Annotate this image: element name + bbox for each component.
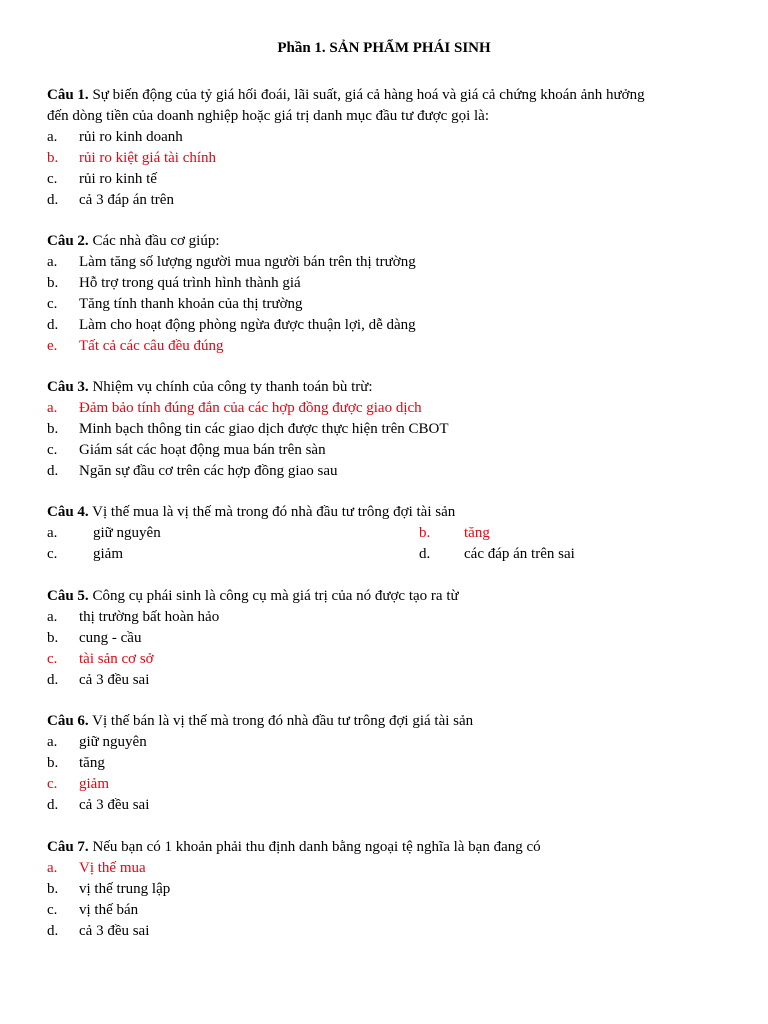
answer-text: Làm cho hoạt động phòng ngừa được thuận lợi, dễ dàng — [79, 317, 416, 333]
answer-letter: c. — [47, 902, 58, 918]
answer-a — [47, 252, 737, 273]
answer-text: cả 3 đáp án trên — [79, 192, 174, 208]
answer-letter: d. — [419, 546, 431, 562]
answer-b-correct — [47, 148, 737, 169]
answer-text: rủi ro kinh tế — [79, 171, 157, 187]
answer-letter: c. — [47, 171, 58, 187]
answer-letter: a. — [47, 254, 58, 270]
answer-letter: a. — [47, 400, 58, 416]
answer-text: giảm — [79, 776, 109, 792]
answer-letter: b. — [47, 755, 59, 771]
answer-text: thị trường bất hoàn hảo — [79, 609, 220, 625]
question-number: Câu 4. — [47, 504, 89, 520]
answer-text: giữ nguyên — [79, 734, 147, 750]
question-text — [47, 502, 737, 523]
question-text-line1: Vị thế bán là vị thế mà trong đó nhà đầu tư trông đợi giá tài sản — [92, 713, 474, 729]
answer-text: Tăng tính thanh khoản của thị trường — [79, 296, 303, 312]
answer-b — [47, 879, 737, 900]
question-number: Câu 2. — [47, 233, 89, 249]
page-title: Phần 1. SẢN PHẨM PHÁI SINH — [277, 40, 491, 56]
answer-letter: c. — [47, 296, 58, 312]
question-5 — [47, 586, 737, 691]
answer-b — [47, 419, 737, 440]
answer-letter: d. — [47, 923, 59, 939]
question-text — [47, 231, 737, 252]
question-2 — [47, 231, 737, 357]
question-text-line1: Sự biến động của tỷ giá hối đoái, lãi suất, giá cả hàng hoá và giá cả chứng khoán ảnh hưởng — [92, 87, 645, 103]
answer-c — [47, 900, 737, 921]
answer-b — [47, 753, 737, 774]
answer-text: tăng — [464, 525, 490, 541]
answer-text: rủi ro kinh doanh — [79, 129, 183, 145]
question-text — [47, 711, 737, 732]
answer-text: Làm tăng số lượng người mua người bán trên thị trường — [79, 254, 416, 270]
answer-d — [47, 544, 737, 565]
answer-text: cung - cầu — [79, 630, 142, 646]
answer-text: Tất cả các câu đều đúng — [79, 338, 224, 354]
answer-b-correct — [47, 523, 737, 544]
question-6 — [47, 711, 737, 816]
answer-d — [47, 461, 737, 482]
answer-letter: d. — [47, 672, 59, 688]
question-number: Câu 1. — [47, 87, 89, 103]
answer-b — [47, 628, 737, 649]
question-text-line1: Vị thế mua là vị thế mà trong đó nhà đầu tư trông đợi tài sản — [92, 504, 456, 520]
answer-letter: a. — [47, 525, 58, 541]
answer-letter: b. — [47, 630, 59, 646]
answer-row-2 — [47, 544, 737, 565]
answer-b — [47, 273, 737, 294]
question-number: Câu 3. — [47, 379, 89, 395]
answer-text: Đảm bảo tính đúng đắn của các hợp đồng được giao dịch — [79, 400, 422, 416]
answer-text: cả 3 đều sai — [79, 672, 150, 688]
answer-letter: b. — [47, 881, 59, 897]
answer-letter: b. — [47, 421, 59, 437]
question-text-line1: Nếu bạn có 1 khoản phải thu định danh bằng ngoại tệ nghĩa là bạn đang có — [92, 839, 541, 855]
answer-a — [47, 127, 737, 148]
answer-text: giữ nguyên — [93, 525, 161, 541]
answer-a — [47, 607, 737, 628]
answer-d — [47, 795, 737, 816]
answer-c — [47, 294, 737, 315]
answer-text: giảm — [93, 546, 123, 562]
answer-d — [47, 190, 737, 211]
question-text-line2: đến dòng tiền của doanh nghiệp hoặc giá trị danh mục đầu tư được gọi là: — [47, 108, 489, 124]
question-text-line1: Công cụ phái sinh là công cụ mà giá trị của nó được tạo ra từ — [92, 588, 459, 604]
answer-c-correct — [47, 649, 737, 670]
question-3 — [47, 377, 737, 482]
question-number: Câu 7. — [47, 839, 89, 855]
answer-text: tăng — [79, 755, 105, 771]
answer-c — [47, 440, 737, 461]
answer-text: Giám sát các hoạt động mua bán trên sàn — [79, 442, 326, 458]
question-text-line1: Nhiệm vụ chính của công ty thanh toán bù trừ: — [92, 379, 373, 395]
answer-text: Vị thế mua — [79, 860, 146, 876]
answer-letter: b. — [47, 275, 59, 291]
answer-text: Hỗ trợ trong quá trình hình thành giá — [79, 275, 301, 291]
question-text — [47, 586, 737, 607]
answer-letter: a. — [47, 860, 58, 876]
answer-letter: b. — [47, 150, 59, 166]
question-1 — [47, 85, 737, 211]
answer-letter: a. — [47, 129, 58, 145]
question-text — [47, 377, 737, 398]
answer-d — [47, 670, 737, 691]
question-4 — [47, 502, 737, 565]
answer-d — [47, 315, 737, 336]
answer-letter: d. — [47, 463, 59, 479]
answer-text: Minh bạch thông tin các giao dịch được thực hiện trên CBOT — [79, 421, 449, 437]
answer-text: vị thế bán — [79, 902, 139, 918]
answer-text: Ngăn sự đầu cơ trên các hợp đồng giao sau — [79, 463, 338, 479]
answer-text: cả 3 đều sai — [79, 923, 150, 939]
answer-letter: d. — [47, 192, 59, 208]
answer-letter: c. — [47, 546, 58, 562]
answer-letter: a. — [47, 734, 58, 750]
answer-letter: d. — [47, 317, 59, 333]
question-number: Câu 6. — [47, 713, 89, 729]
answer-c-correct — [47, 774, 737, 795]
question-text-line1: Các nhà đầu cơ giúp: — [92, 233, 220, 249]
answer-a-correct — [47, 858, 737, 879]
question-7 — [47, 837, 737, 942]
answer-text: tài sản cơ sở — [79, 651, 154, 667]
answer-letter: d. — [47, 797, 59, 813]
answer-row-1 — [47, 523, 737, 544]
answer-text: cả 3 đều sai — [79, 797, 150, 813]
answer-letter: c. — [47, 776, 58, 792]
answer-d — [47, 921, 737, 942]
answer-letter: c. — [47, 442, 58, 458]
answer-a — [47, 732, 737, 753]
question-text — [47, 837, 737, 858]
question-number: Câu 5. — [47, 588, 89, 604]
answer-a-correct — [47, 398, 737, 419]
answer-text: vị thế trung lập — [79, 881, 171, 897]
answer-letter: b. — [419, 525, 431, 541]
answer-letter: c. — [47, 651, 58, 667]
answer-text: các đáp án trên sai — [464, 546, 575, 562]
answer-c — [47, 169, 737, 190]
question-text — [47, 85, 737, 106]
answer-text: rủi ro kiệt giá tài chính — [79, 150, 217, 166]
answer-letter: e. — [47, 338, 58, 354]
answer-letter: a. — [47, 609, 58, 625]
answer-e-correct — [47, 336, 737, 357]
